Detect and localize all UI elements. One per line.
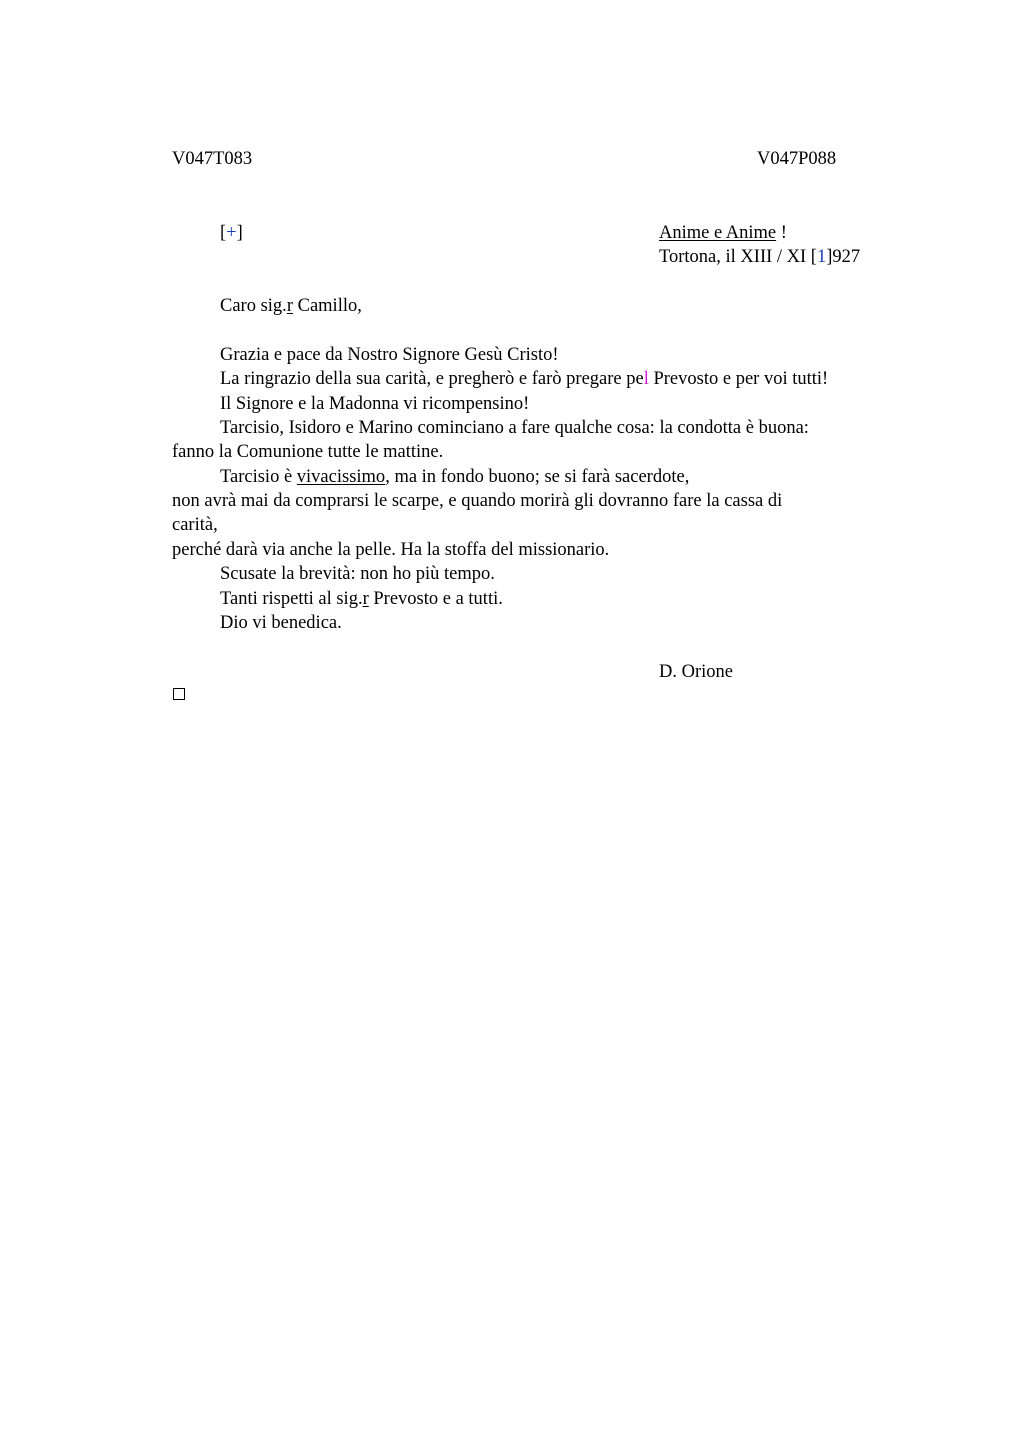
- body-line-9: perché darà via anche la pelle. Ha la stoffa del missionario.: [172, 540, 610, 560]
- body-line-12: Dio vi benedica.: [220, 613, 342, 633]
- body-line-7: non avrà mai da comprarsi le scarpe, e quando morirà gli dovranno fare la cassa di: [172, 491, 783, 511]
- body-line-6: Tarcisio è vivacissimo, ma in fondo buono; se si farà sacerdote,: [220, 467, 690, 487]
- motto: Anime e Anime !: [659, 223, 787, 243]
- body-line-11: Tanti rispetti al sig.r Prevosto e a tutti.: [220, 589, 503, 609]
- page-code-right: V047P088: [757, 149, 837, 169]
- body-line-4: Tarcisio, Isidoro e Marino cominciano a fare qualche cosa: la condotta è buona:: [220, 418, 809, 438]
- body-line-5: fanno la Comunione tutte le mattine.: [172, 442, 444, 462]
- body-line-3: Il Signore e la Madonna vi ricompensino!: [220, 394, 530, 414]
- body-line-1: Grazia e pace da Nostro Signore Gesù Cristo!: [220, 345, 559, 365]
- body-line-10: Scusate la brevità: non ho più tempo.: [220, 564, 495, 584]
- body-line-8: carità,: [172, 515, 218, 535]
- inserted-digit: 1: [816, 247, 827, 267]
- cross-heading: [+]: [220, 223, 243, 243]
- document-code-left: V047T083: [172, 149, 253, 169]
- place-date: Tortona, il XIII / XI [1]927: [659, 247, 861, 267]
- end-box-icon: [173, 688, 185, 700]
- salutation: Caro sig.r Camillo,: [220, 296, 362, 316]
- body-line-2: La ringrazio della sua carità, e pregherò e farò pregare pel Prevosto e per voi tutti!: [220, 369, 829, 389]
- inserted-letter: l: [643, 369, 649, 389]
- cross-mark: +: [226, 223, 237, 243]
- signature: D. Orione: [659, 662, 733, 682]
